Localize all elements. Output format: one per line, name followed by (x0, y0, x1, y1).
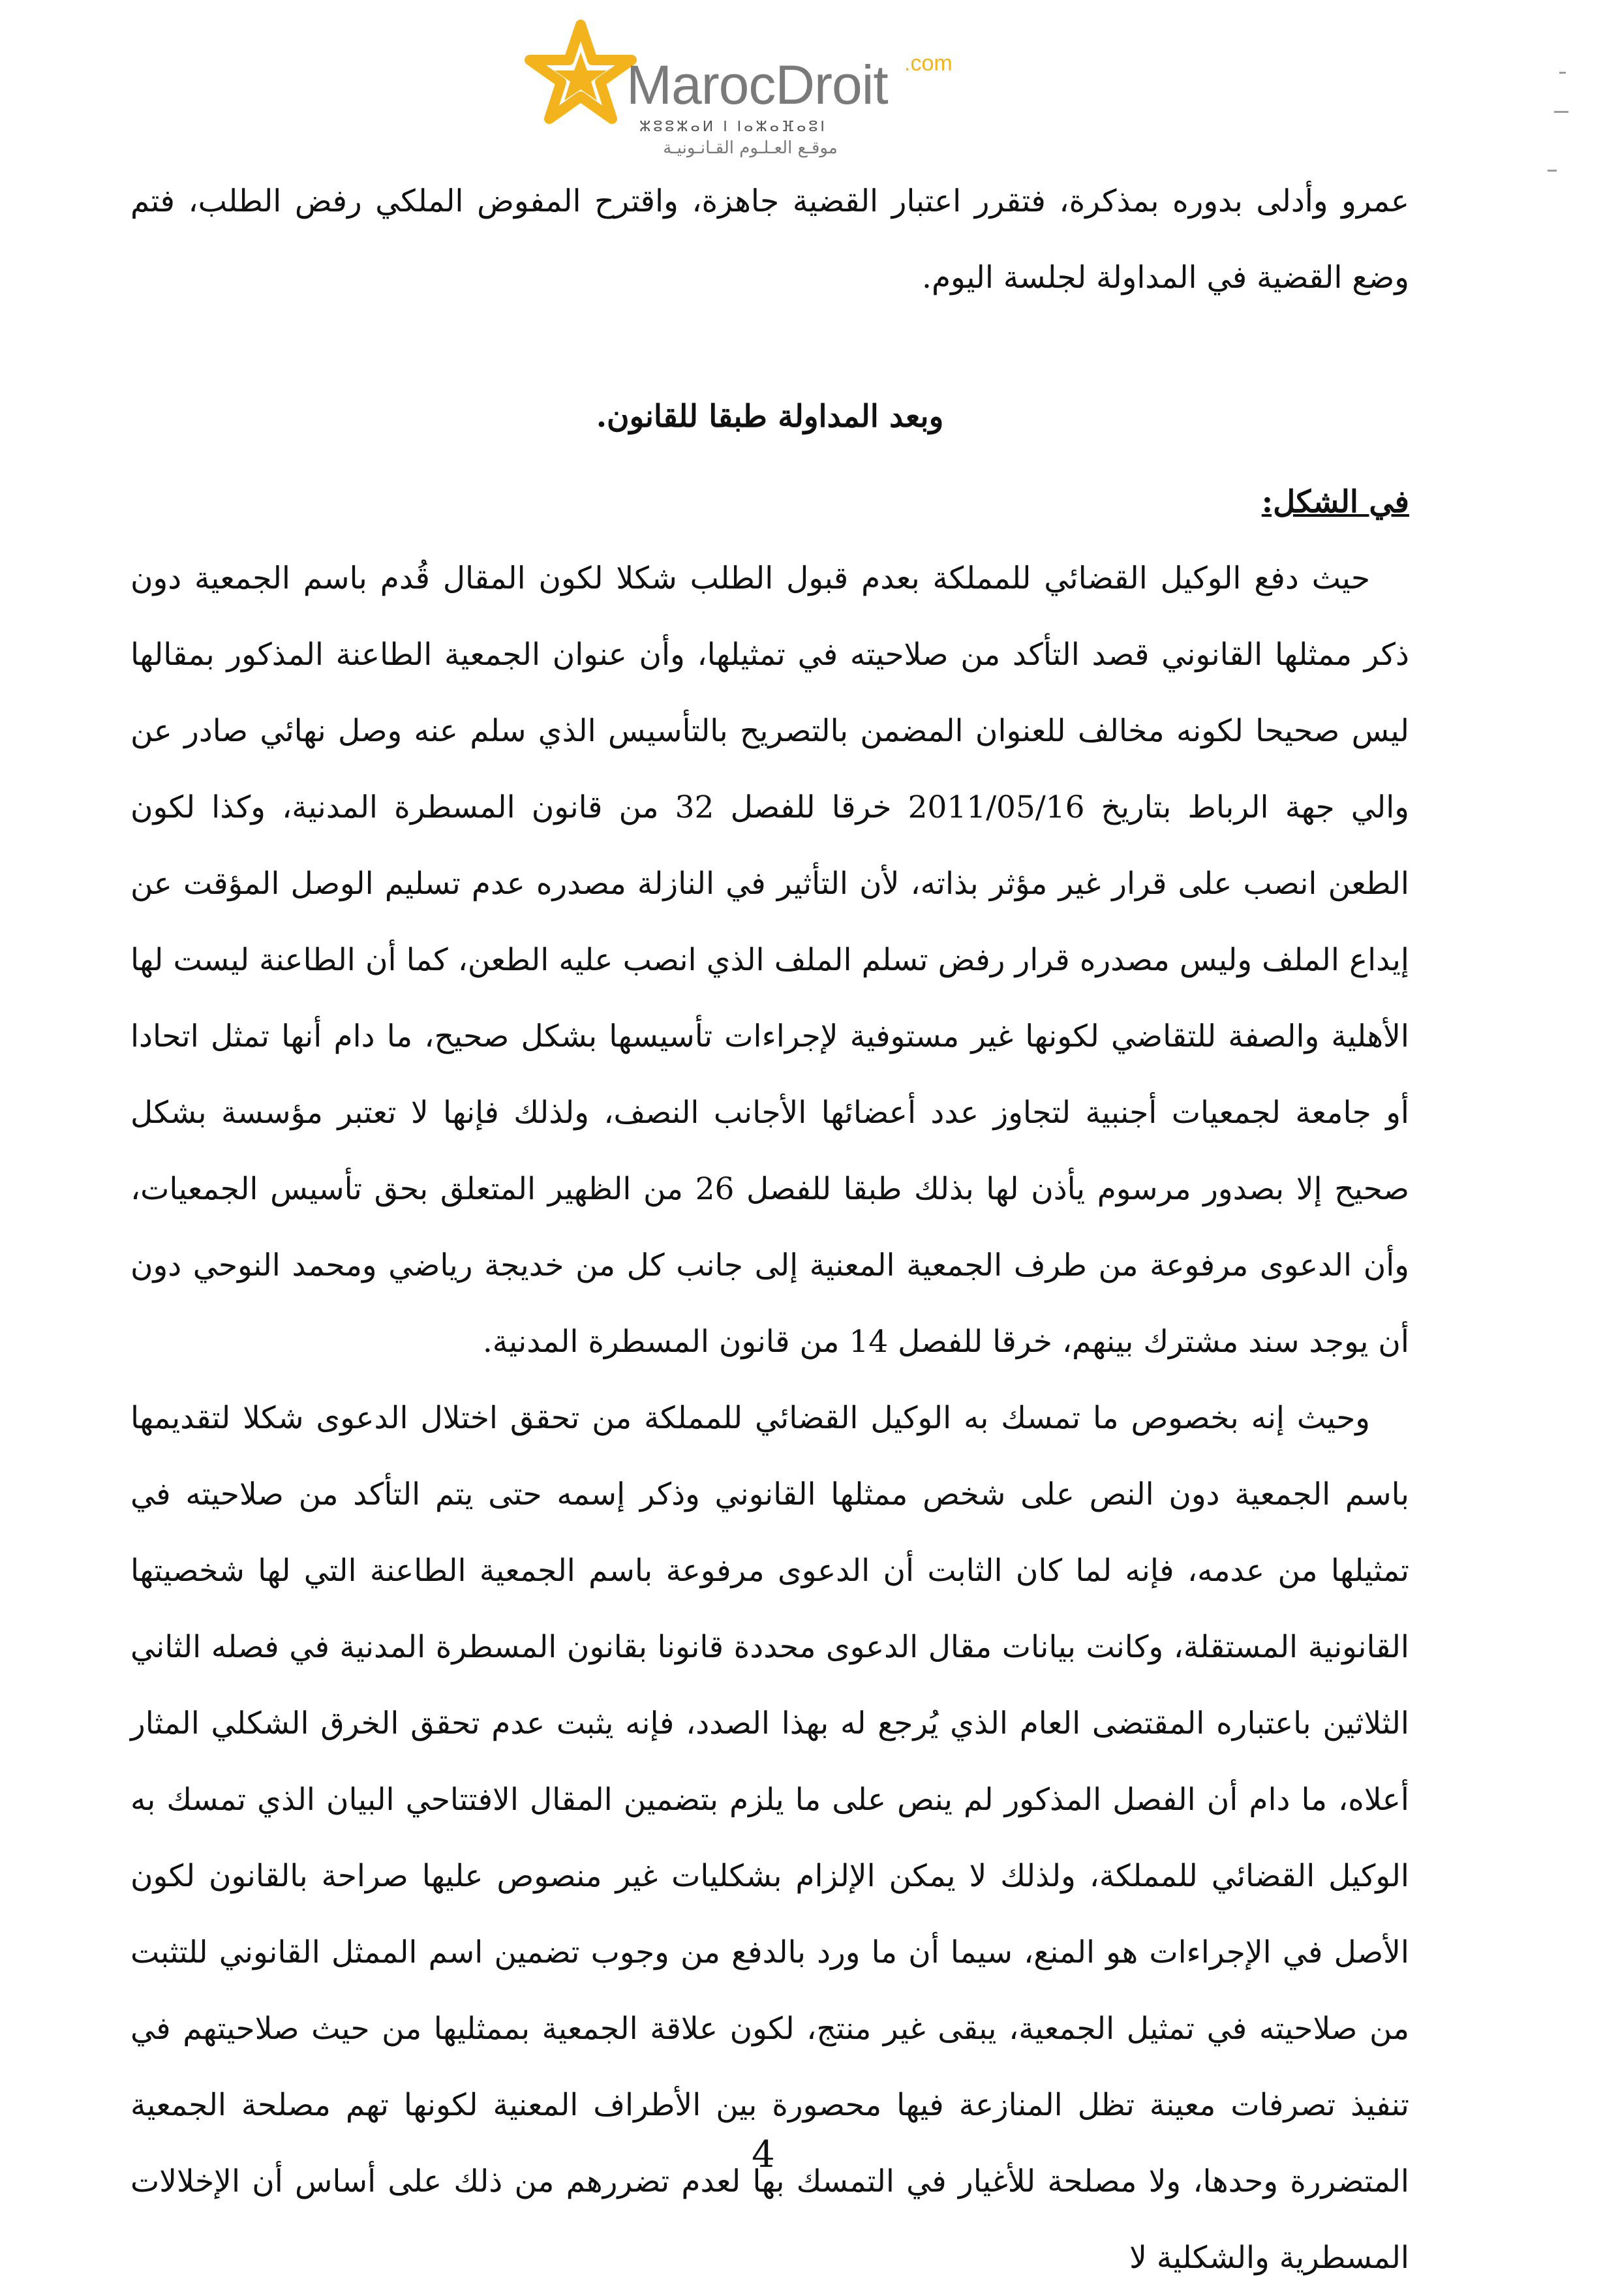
logo-domain-suffix: .com (904, 51, 953, 76)
opening-paragraph: عمرو وأدلى بدوره بمذكرة، فتقرر اعتبار القضية جاهزة، واقترح المفوض الملكي رفض الطلب، فتم وضع القضية في المداولة لجلسة اليوم. (130, 183, 1409, 296)
logo-tifinagh: ⵣⵓⵓⵣⴰⵍ ⵏ ⵏⴰⵣⴰⴼⴰⵓⵏ (639, 119, 827, 135)
logo-tagline: موقـع العـلـوم القـانـونيـة (663, 138, 838, 158)
star-logo-icon (522, 20, 639, 144)
marocdroit-logo (522, 20, 992, 170)
paragraph-2: وحيث إنه بخصوص ما تمسك به الوكيل القضائي للمملكة من تحقق اختلال الدعوى شكلا لتقديمها باسم الجمعية دون النص على شخص ممثلها القانوني وذكر إسمه حتى يتم التأكد من صلاحيته في تمثيلها من عدمه، فإنه لما كان الثابت أن الدعوى مرفوعة باسم الجمعية الطاعنة التي لها شخصيتها القانونية المستقلة، وكانت بيانات مقال الدعوى محددة قانونا بقانون المسطرة المدنية في فصله الثاني الثلاثين باعتباره المقتضى العام الذي يُرجع له بهذا الصدد، فإنه يثبت عدم تحقق الخرق الشكلي المثار أعلاه، ما دام أن الفصل المذكور لم ينص على ما يلزم بتضمين المقال الافتتاحي البيان الذي تمسك به الوكيل القضائي للمملكة، ولذلك لا يمكن الإلزام بشكليات غير منصوص عليها صراحة بالقانون لكون الأصل في الإجراءات هو المنع، سيما أن ما ورد بالدفع من وجوب تضمين اسم الممثل القانوني للتثبت من صلاحيته في تمثيل الجمعية، يبقى غير منتج، لكون علاقة الجمعية بممثليها من حيث صلاحيتهم في تنفيذ تصرفات معينة تظل المنازعة فيها محصورة بين الأطراف المعنية لكونها تهم مصلحة الجمعية المتضررة وحدها، ولا مصلحة للأغيار في التمسك بها لعدم تضررهم من ذلك على أساس أن الإخلالات المسطرية والشكلية لا (130, 1400, 1409, 2276)
scan-margin-marks (1540, 72, 1579, 202)
logo-name: MarocDroit (626, 54, 888, 115)
paragraph-1: حيث دفع الوكيل القضائي للمملكة بعدم قبول الطلب شكلا لكون المقال قُدم باسم الجمعية دون ذكر ممثلها القانوني قصد التأكد من صلاحيته في تمثيلها، وأن عنوان الجمعية الطاعنة المذكور بمقالها ليس صحيحا لكونه مخالف للعنوان المضمن بالتصريح بالتأسيس الذي سلم عنه وصل نهائي صادر عن والي جهة الرباط بتاريخ 2011/05/16 خرقا للفصل 32 من قانون المسطرة المدنية، وكذا لكون الطعن انصب على قرار غير مؤثر بذاته، لأن التأثير في النازلة مصدره عدم تسليم الوصل المؤقت عن إيداع الملف وليس مصدره قرار رفض تسلم الملف الذي انصب عليه الطعن، كما أن الطاعنة ليست لها الأهلية والصفة للتقاضي لكونها غير مستوفية لإجراءات تأسيسها بشكل صحيح، ما دام أنها تمثل اتحادا أو جامعة لجمعيات أجنبية لتجاوز عدد أعضائها الأجانب النصف، ولذلك فإنها لا تعتبر مؤسسة بشكل صحيح إلا بصدور مرسوم يأذن لها بذلك طبقا للفصل 26 من الظهير المتعلق بحق تأسيس الجمعيات، وأن الدعوى مرفوعة من طرف الجمعية المعنية إلى جانب كل من خديجة رياضي ومحمد النوحي دون أن يوجد سند مشترك بينهم، خرقا للفصل 14 من قانون المسطرة المدنية. (130, 560, 1410, 1360)
deliberation-heading: وبعد المداولة طبقا للقانون. (596, 399, 944, 435)
section-title: في الشكل: (1261, 484, 1409, 520)
document-body (130, 163, 1409, 2296)
page-number: 4 (752, 2134, 775, 2176)
